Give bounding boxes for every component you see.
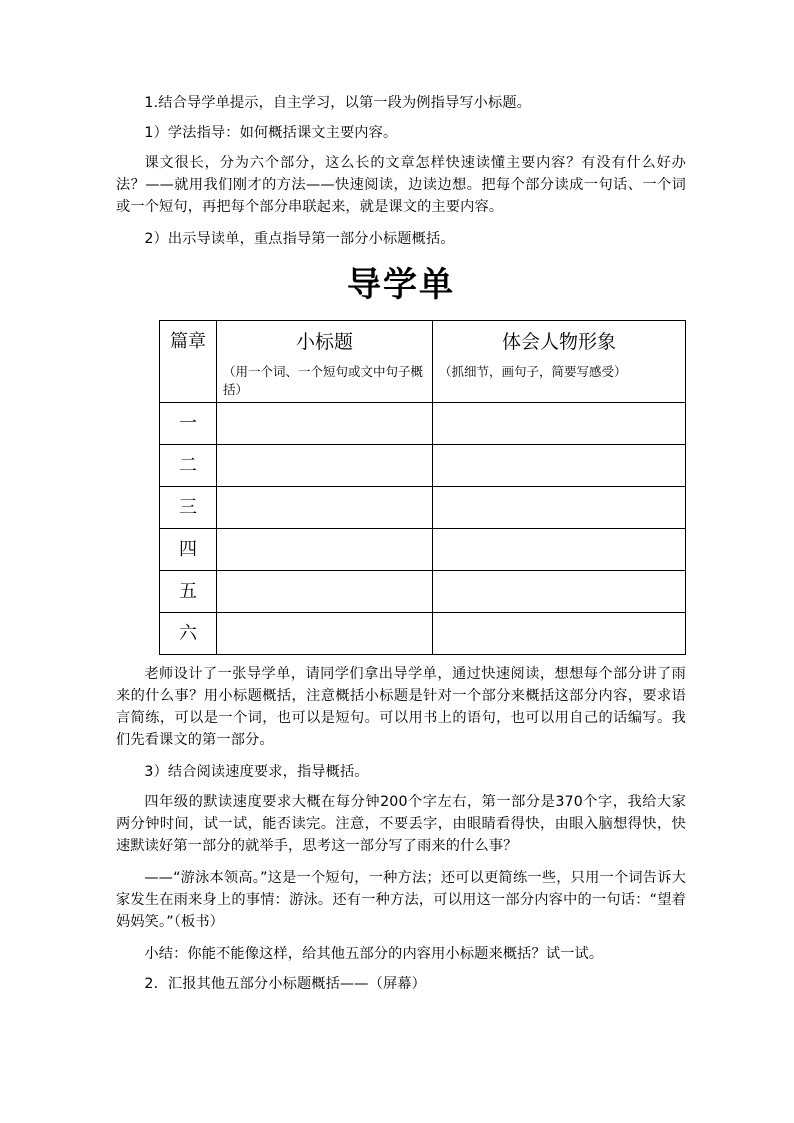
table-row: [160, 529, 686, 571]
header-cell-subtitle: [217, 321, 433, 403]
row-number: 二: [160, 445, 217, 487]
table-row: [160, 613, 686, 655]
character-cell[interactable]: [433, 571, 686, 613]
paragraph-example-answer: ——“游泳本领高。”这是一个短句，一种方法；还可以更简练一些，只用一个词告诉大家发生在雨来身上的事情：游泳。还有一种方法，可以用这一部分内容中的一句话：“望着妈妈笑。”（板书）: [116, 870, 686, 930]
paragraph-summary: 小结：你能不能像这样，给其他五部分的内容用小标题来概括？试一试。: [144, 946, 604, 962]
paragraph-speed-guide: 3）结合阅读速度要求，指导概括。: [144, 764, 369, 780]
table-row: [160, 403, 686, 445]
document-page: [116, 92, 686, 1003]
paragraph-method-guide: 1）学法指导：如何概括课文主要内容。: [144, 125, 398, 141]
header-cell-character: [433, 321, 686, 403]
subtitle-cell[interactable]: [217, 487, 433, 529]
row-number: 四: [160, 529, 217, 571]
header-character-label: 体会人物形象: [501, 331, 616, 353]
table-row: [160, 445, 686, 487]
paragraph-step1: 1.结合导学单提示，自主学习，以第一段为例指导写小标题。: [144, 95, 532, 111]
row-number: 三: [160, 487, 217, 529]
table-row: [160, 571, 686, 613]
paragraph-intro: 课文很长，分为六个部分，这么长的文章怎样快速读懂主要内容？有没有什么好办法？——就用我们刚才的方法——快速阅读，边读边想。把每个部分读成一句话、一个词或一个短句，再把每个部分串联起来，就是课文的主要内容。: [116, 155, 686, 215]
header-subtitle-note: （用一个词、一个短句或文中句子概括）: [223, 364, 424, 397]
worksheet-table: [159, 320, 686, 655]
paragraph-reading-speed: 四年级的默读速度要求大概在每分钟200个字左右，第一部分是370个字，我给大家两分钟时间，试一试，能否读完。注意，不要丢字，由眼睛看得快，由眼入脑想得快，快速默读好第一部分的就举手，思考这一部分写了雨来的什么事？: [116, 794, 686, 854]
row-number: 五: [160, 571, 217, 613]
subtitle-cell[interactable]: [217, 529, 433, 571]
paragraph-report: 2．汇报其他五部分小标题概括——（屏幕）: [144, 976, 426, 992]
worksheet-title: 导学单: [347, 265, 455, 305]
header-cell-chapter: [160, 321, 217, 403]
header-chapter-label: 篇章: [170, 331, 206, 352]
row-number: 一: [160, 403, 217, 445]
table-header-row: [160, 321, 686, 403]
subtitle-cell[interactable]: [217, 445, 433, 487]
header-subtitle-label: 小标题: [295, 331, 353, 353]
character-cell[interactable]: [433, 613, 686, 655]
table-row: [160, 487, 686, 529]
character-cell[interactable]: [433, 445, 686, 487]
paragraph-teacher-design: 老师设计了一张导学单，请同学们拿出导学单，通过快速阅读，想想每个部分讲了雨来的什么事？用小标题概括，注意概括小标题是针对一个部分来概括这部分内容，要求语言简练，可以是一个词，也可以是短句。可以用书上的语句，也可以用自己的话编写。我们先看课文的第一部分。: [116, 666, 686, 748]
row-number: 六: [160, 613, 217, 655]
subtitle-cell[interactable]: [217, 403, 433, 445]
character-cell[interactable]: [433, 529, 686, 571]
subtitle-cell[interactable]: [217, 613, 433, 655]
subtitle-cell[interactable]: [217, 571, 433, 613]
character-cell[interactable]: [433, 403, 686, 445]
paragraph-show-worksheet: 2）出示导读单，重点指导第一部分小标题概括。: [144, 231, 455, 247]
header-character-note: （抓细节，画句子，简要写感受）: [439, 364, 627, 379]
character-cell[interactable]: [433, 487, 686, 529]
